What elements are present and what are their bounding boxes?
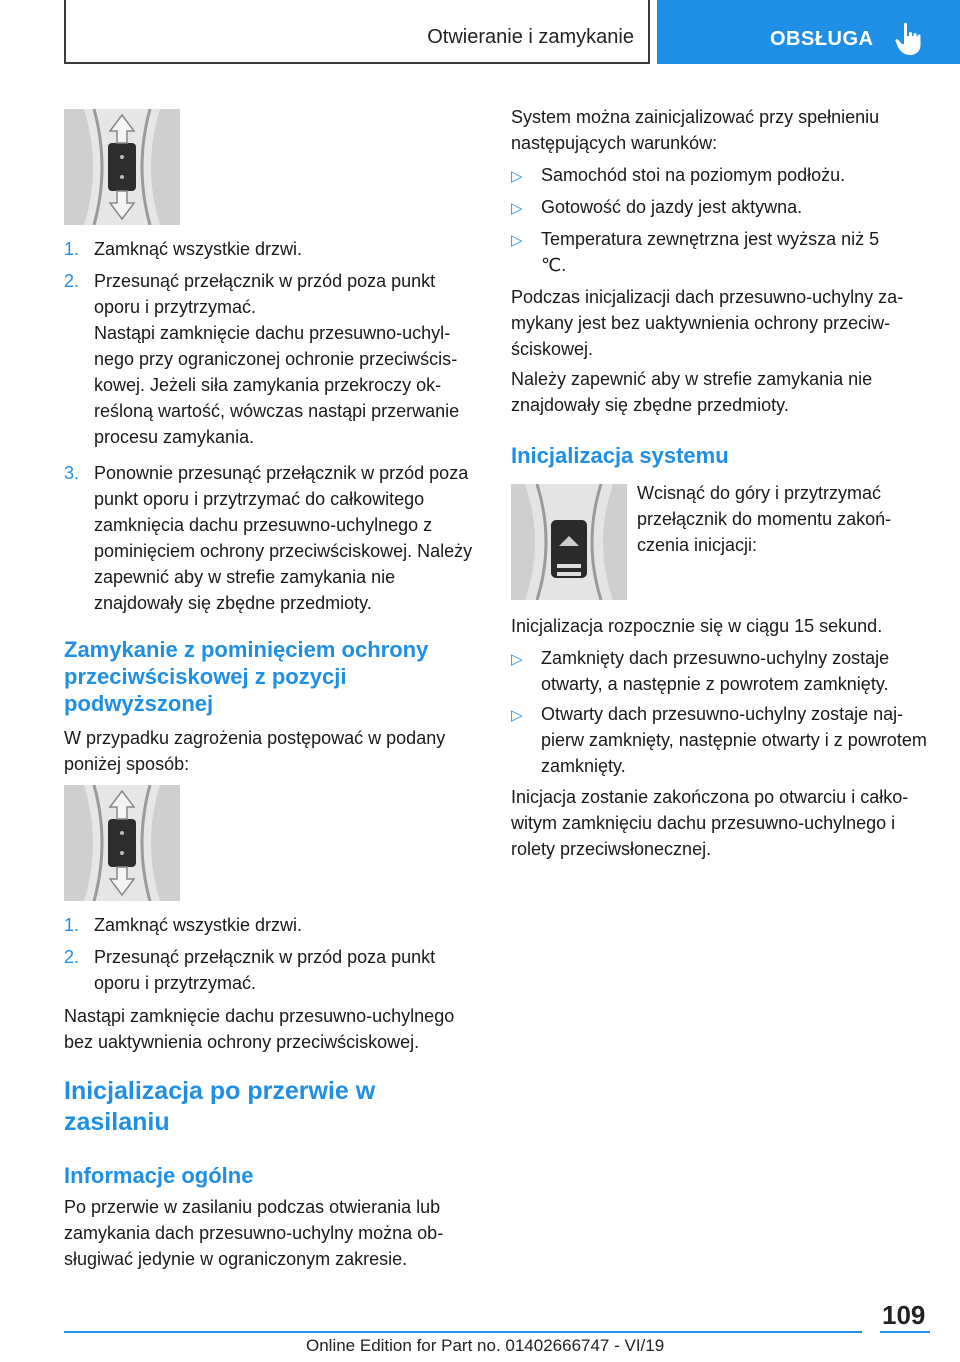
header-tab-obsluga[interactable]: [657, 0, 960, 64]
section-title: Otwieranie i zamykanie: [427, 26, 634, 48]
triangle-bullet-icon: ▷: [511, 651, 523, 668]
header-tab-label: OBSŁUGA: [770, 28, 874, 50]
heading-general-info: Informacje ogólne: [64, 1163, 254, 1188]
triangle-bullet-icon: ▷: [511, 200, 523, 217]
switch-figure-3: [511, 484, 627, 600]
triangle-bullet-icon: ▷: [511, 707, 523, 724]
footer-rule-short: [880, 1331, 930, 1333]
figure-caption: Wcisnąć do góry i przytrzymać przełącznik do momentu zakończenia inicjacji:: [637, 483, 892, 555]
paragraph: Nastąpi zamknięcie dachu przesuwno-uchylnego bez uaktywnienia ochrony przeciwściskowej.: [64, 1006, 455, 1052]
header-section-box: [64, 0, 650, 64]
triangle-bullet-icon: ▷: [511, 168, 523, 185]
footer-rule: [64, 1331, 862, 1333]
page-number: 109: [882, 1300, 926, 1330]
pointing-hand-icon: [895, 22, 923, 56]
heading-power-interruption: Inicjalizacja po przerwie w zasilaniu: [64, 1077, 376, 1136]
paragraph: System można zainicjalizować przy spełnieniu następujących warunków:: [511, 107, 880, 153]
heading-system-init: Inicjalizacja systemu: [511, 443, 729, 468]
paragraph: Należy zapewnić aby w strefie zamykania nie znajdowały się zbędne przedmioty.: [511, 369, 873, 415]
heading-override-closing: Zamykanie z pominięciem ochrony przeciwściskowej z pozycji podwyższonej: [64, 637, 429, 716]
switch-figure-2: [64, 785, 180, 901]
switch-figure-1: [64, 109, 180, 225]
triangle-bullet-icon: ▷: [511, 232, 523, 249]
footer-edition: Online Edition for Part no. 01402666747 - VI/19: [306, 1336, 665, 1355]
paragraph: W przypadku zagrożenia postępować w podany poniżej sposób:: [64, 728, 446, 774]
paragraph: Po przerwie w zasilaniu podczas otwierania lub zamykania dach przesuwno-uchylny można obsługiwać jedynie w ograniczonym zakresie.: [64, 1197, 444, 1269]
paragraph: Inicjacja zostanie zakończona po otwarciu i całkowitym zamknięciu dachu przesuwno-uchylnego i rolety przeciwsłonecznej.: [511, 787, 909, 859]
paragraph: Inicjalizacja rozpocznie się w ciągu 15 sekund.: [511, 616, 883, 636]
paragraph: Podczas inicjalizacji dach przesuwno-uchylny zamykany jest bez uaktywnienia ochrony przeciwściskowej.: [511, 287, 904, 359]
